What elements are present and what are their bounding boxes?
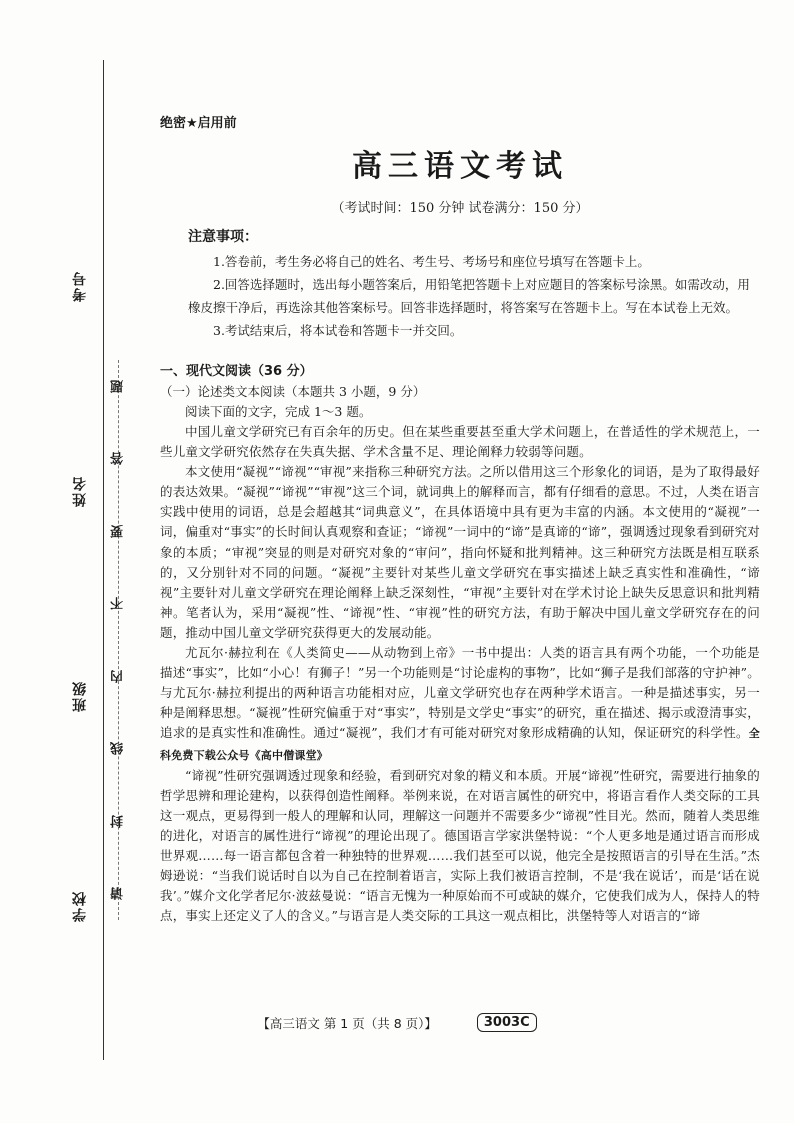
seal-notice (104, 380, 132, 900)
notice-item: 3.考试结束后，将本试卷和答题卡一并交回。 (213, 323, 463, 338)
seal-char: 封 (110, 814, 126, 828)
seal-char: 答 (110, 452, 126, 466)
section-heading: 一、现代文阅读（36 分） (160, 364, 313, 379)
passage-paragraph-text: 尤瓦尔·赫拉利在《人类简史——从动物到上帝》一书中提出：人类的语言具有两个功能，一个功能是描述“事实”，比如“小心！有狮子！”另一个功能则是“讨论虚构的事物”，比如“狮子是我们部落的守护神”。与尤瓦尔·赫拉利提出的两种语言功能相对应，儿童文学研究也存在两种学术语言。一种是描述事实，另一种是阐释思想。“凝视”性研究偏重于对“事实”，特别是文学史“事实”的研究，重在描述、揭示或澄清事实，追求的是真实性和准确性。通过“凝视”，我们才有可能对研究对象形成精确的认知，保证研究的科学性。 (160, 645, 760, 741)
class-label: 班级 (72, 680, 88, 712)
seal-char: 题 (110, 380, 126, 393)
seal-char: 线 (110, 742, 126, 756)
passage-paragraph: 中国儿童文学研究已有百余年的历史。但在某些重要甚至重大学术问题上，在普适性的学术规范上，一些儿童文学研究依然存在失真失据、学术含量不足、理论阐释力较弱等问题。 (160, 424, 760, 460)
name-label: 姓名 (72, 475, 88, 507)
page-number: 【高三语文 第 1 页（共 8 页）】 (257, 1015, 437, 1031)
seal-char: 要 (110, 524, 126, 538)
notice-item: 2.回答选择题时，选出每小题答案后，用铅笔把答题卡上对应题目的答案标号涂黑。如需改动，用橡皮擦干净后，再选涂其他答案标号。回答非选择题时，将答案写在答题卡上。写在本试卷上无效。 (188, 277, 750, 315)
notice-list (160, 250, 760, 342)
seal-char: 内 (110, 669, 126, 683)
exam-number-field[interactable] (60, 270, 100, 302)
passage-paragraph: “谛视”性研究强调透过现象和经验，看到研究对象的精义和本质。开展“谛视”性研究，需要进行抽象的哲学思辨和理论建构，以获得创造性阐释。举例来说，在对语言属性的研究中，将语言看作人类交际的工具这一观点，更易得到一般人的理解和认同，理解这一问题并不需要多少“谛视”性目光。然而，随着人类思维的进化，对语言的属性进行“谛视”的理论出现了。德国语言学家洪堡特说：“个人更多地是通过语言而形成世界观……每一语言都包含着一种独特的世界观……我们甚至可以说，他完全是按照语言的引导在生活。”杰姆逊说：“当我们说话时自以为自己在控制着语言，实际上我们被语言控制，不是‘我在说话’，而是‘话在说我’。”媒介文化学者尼尔·波兹曼说：“语言无愧为一种原始而不可或缺的媒介，它使我们成为人，保持人的特点，事实上还定义了人的含义。”与语言是人类交际的工具这一观点相比，洪堡特等人对语言的“谛 (160, 767, 760, 924)
reading-passage (160, 422, 760, 926)
page-title: 高三语文考试 (352, 149, 568, 184)
exam-content (160, 112, 760, 926)
seal-char: 请 (110, 886, 126, 900)
name-field[interactable] (60, 475, 100, 507)
class-field[interactable] (60, 680, 100, 712)
passage-paragraph (160, 643, 760, 766)
notice-item: 1.答卷前，考生务必将自己的姓名、考生号、考场号和座位号填写在答题卡上。 (213, 254, 650, 269)
school-label: 学校 (72, 890, 88, 922)
seal-char: 不 (110, 597, 126, 611)
notice-heading: 注意事项： (188, 229, 258, 245)
secret-mark: 绝密★启用前 (160, 116, 237, 131)
reading-instruction: 阅读下面的文字，完成 1～3 题。 (185, 404, 372, 419)
watermark-text: 全科免费下载公众号《高中僧课堂》 (160, 727, 760, 762)
subsection-heading: （一）论述类文本阅读（本题共 3 小题，9 分） (160, 384, 426, 399)
exam-code: 3003C (477, 1013, 537, 1032)
exam-number-label: 考号 (72, 270, 88, 302)
exam-subtitle: （考试时间：150 分钟 试卷满分：150 分） (331, 201, 589, 216)
school-field[interactable] (60, 890, 100, 922)
page-footer (0, 1013, 794, 1032)
passage-paragraph: 本文使用“凝视”“谛视”“审视”来指称三种研究方法。之所以借用这三个形象化的词语，是为了取得最好的表达效果。“凝视”“谛视”“审视”这三个词，就词典上的解释而言，都有仔细看的意思。不过，人类在语言实践中使用的词语，总是会超越其“词典意义”，在具体语境中具有更为丰富的内涵。本文使用的“凝视”一词，偏重对“事实”的长时间认真观察和查证；“谛视”一词中的“谛”是真谛的“谛”，强调透过现象看到研究对象的本质；“审视”突显的则是对研究对象的“审问”，指向怀疑和批判精神。这三种研究方法既是相互联系的，又分别针对不同的问题。“凝视”主要针对某些儿童文学研究在事实描述上缺乏真实性和准确性，“谛视”主要针对儿童文学研究在理论阐释上缺乏深刻性，“审视”主要针对在学术讨论上缺失反思意识和批判精神。笔者认为，采用“凝视”性、“谛视”性、“审视”性的研究方法，有助于解决中国儿童文学研究存在的问题，推动中国儿童文学研究获得更大的发展动能。 (160, 464, 760, 640)
